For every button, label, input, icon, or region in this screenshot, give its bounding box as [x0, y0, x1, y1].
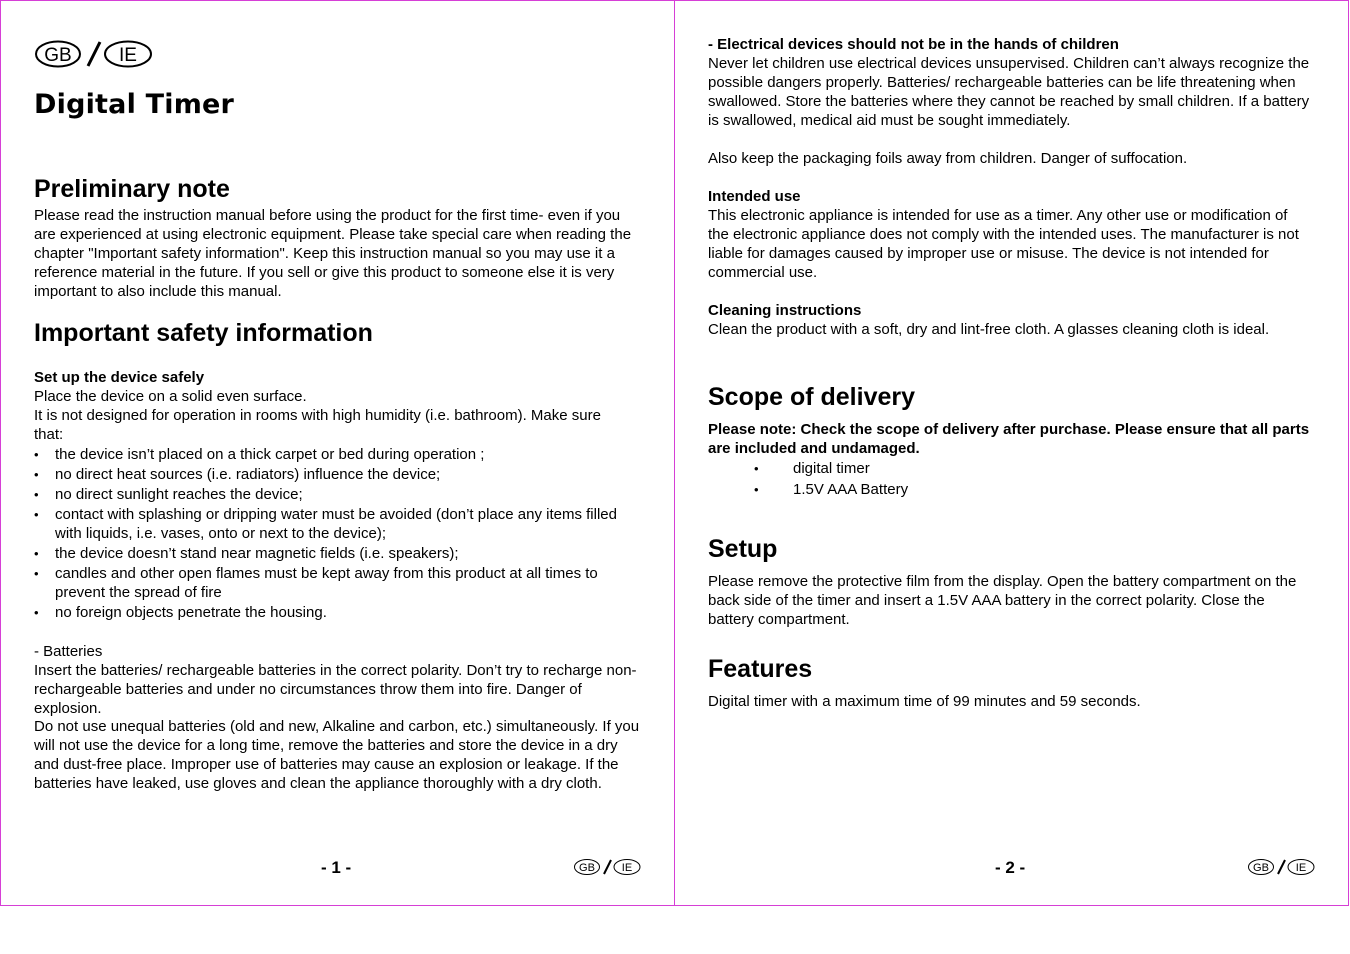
- preliminary-note-heading: Preliminary note: [34, 175, 230, 203]
- safety-bullet-list: [34, 445, 642, 623]
- setup-safely-text-2: It is not designed for operation in rooms with high humidity (i.e. bathroom). Make sure that:: [34, 407, 601, 443]
- list-item: • the device doesn’t stand near magnetic fields (i.e. speakers);: [34, 544, 642, 563]
- list-item: • the device isn’t placed on a thick carpet or bed during operation ;: [34, 445, 642, 464]
- setup-safely-text-1: Place the device on a solid even surface.: [34, 388, 307, 405]
- footer-country-logo: [1247, 858, 1317, 876]
- batteries-text-1: Insert the batteries/ rechargeable batteries in the correct polarity. Don’t try to recharge non-rechargeable batteries and under no circumstances throw them into fire. Danger of explosion.: [34, 662, 637, 717]
- svg-text:IE: IE: [621, 862, 633, 874]
- country-badge-icon: [1247, 858, 1317, 876]
- setup-heading: Setup: [708, 535, 778, 563]
- page-2: [674, 0, 1349, 906]
- list-item: • digital timer: [708, 459, 1308, 478]
- svg-text:GB: GB: [44, 45, 72, 66]
- list-item: • no direct heat sources (i.e. radiators) influence the device;: [34, 465, 642, 484]
- scope-note: Please note: Check the scope of delivery after purchase. Please ensure that all parts are included and undamaged.: [708, 421, 1310, 457]
- batteries-text-2: Do not use unequal batteries (old and new, Alkaline and carbon, etc.) simultaneously. If you will not use the device for a long time, remove the batteries and store the device in a dry and dust-free place. Improper use of batteries may cause an explosion or leakage. If the batteries have leaked, use gloves and clean the appliance thoroughly with a dry cloth.: [34, 718, 640, 792]
- cleaning-title: Cleaning instructions: [708, 302, 862, 319]
- svg-text:IE: IE: [1295, 862, 1307, 874]
- children-warning-text-2: Also keep the packaging foils away from children. Danger of suffocation.: [708, 150, 1188, 167]
- country-badge-icon: [573, 858, 643, 876]
- scope-item-list: [708, 459, 1308, 501]
- children-warning-title: - Electrical devices should not be in the hands of children: [708, 36, 1119, 53]
- features-text: Digital timer with a maximum time of 99 minutes and 59 seconds.: [708, 693, 1141, 710]
- document-title: Digital Timer: [34, 89, 235, 120]
- features-heading: Features: [708, 655, 813, 683]
- list-item: • 1.5V AAA Battery: [708, 480, 1308, 499]
- gb-ie-country-logo: [34, 39, 154, 69]
- cleaning-text: Clean the product with a soft, dry and lint-free cloth. A glasses cleaning cloth is ideal.: [708, 321, 1270, 338]
- svg-text:IE: IE: [119, 45, 137, 66]
- page-number: - 1 -: [321, 858, 352, 877]
- page-1: [0, 0, 675, 906]
- batteries-title: - Batteries: [34, 643, 103, 660]
- intended-use-title: Intended use: [708, 188, 801, 205]
- list-item: • no direct sunlight reaches the device;: [34, 485, 642, 504]
- page-number: - 2 -: [995, 858, 1026, 877]
- scope-heading: Scope of delivery: [708, 383, 916, 411]
- preliminary-note-text: Please read the instruction manual before using the product for the first time- even if you are experienced at using electronic equipment. Please take special care when reading the chapter "Important safety information". Keep this instruction manual so you may use it a reference material in the future. If you sell or give this product to someone else it is very important to also include this manual.: [34, 207, 632, 300]
- setup-safely-title: Set up the device safely: [34, 369, 205, 386]
- intended-use-text: This electronic appliance is intended for use as a timer. Any other use or modification of the electronic appliance does not comply with the intended uses. The manufacturer is not liable for damages caused by improper use or misuse. The device is not intended for commercial use.: [708, 207, 1299, 281]
- country-badge-icon: [34, 39, 154, 69]
- list-item: • contact with splashing or dripping water must be avoided (don’t place any items filled with liquids, i.e. vases, onto or next to the device);: [34, 505, 642, 543]
- footer-country-logo: [573, 858, 643, 876]
- list-item: • candles and other open flames must be kept away from this product at all times to prevent the spread of fire: [34, 564, 642, 602]
- svg-text:GB: GB: [579, 862, 595, 874]
- children-warning-text-1: Never let children use electrical devices unsupervised. Children can’t always recognize the possible dangers properly. Batteries/ rechargeable batteries can be life threatening when swallowed. Store the batteries where they cannot be reached by small children. If a battery is swallowed, medical aid must be sought immediately.: [708, 55, 1310, 129]
- svg-text:GB: GB: [1253, 862, 1269, 874]
- setup-text: Please remove the protective film from the display. Open the battery compartment on the back side of the timer and insert a 1.5V AAA battery in the correct polarity. Close the battery compartment.: [708, 573, 1297, 628]
- safety-heading: Important safety information: [34, 319, 373, 347]
- list-item: • no foreign objects penetrate the housing.: [34, 603, 642, 622]
